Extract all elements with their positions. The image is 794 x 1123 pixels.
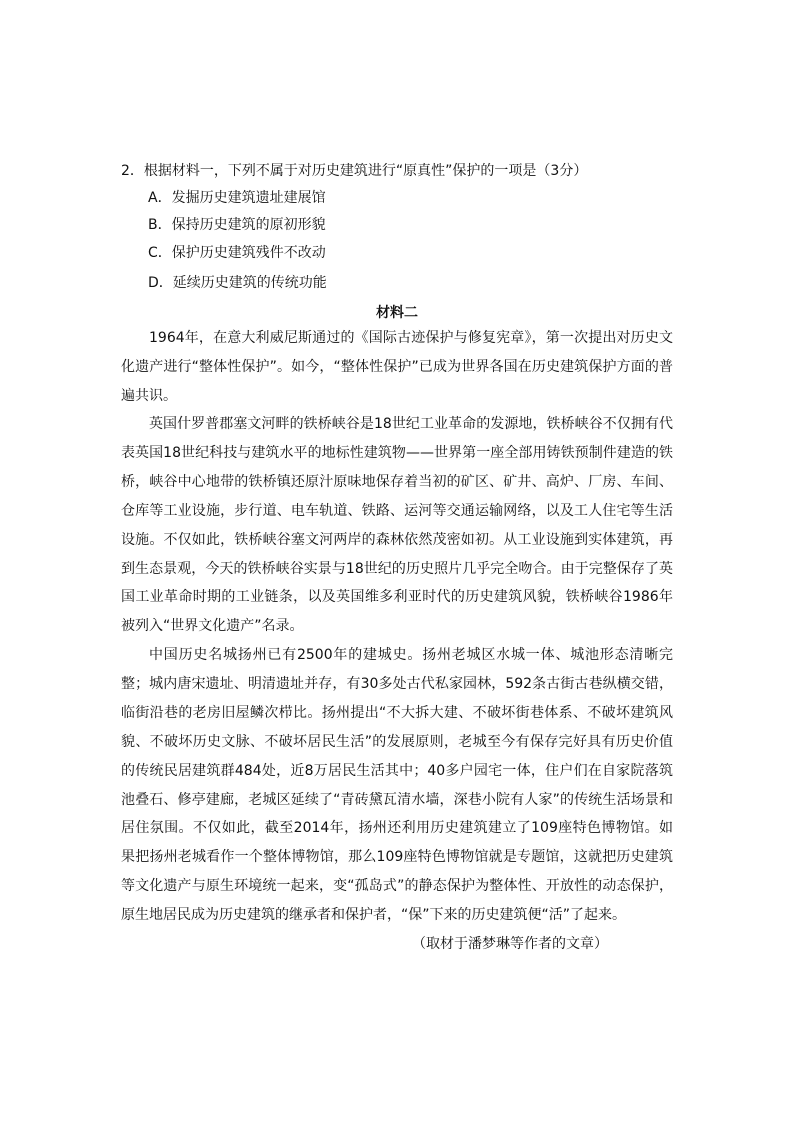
- option-a: A．发掘历史建筑遗址建展馆: [148, 190, 326, 206]
- option-b: B．保持历史建筑的原初形貌: [148, 217, 326, 233]
- option-c: C．保护历史建筑残件不改动: [148, 245, 326, 261]
- option-d: D．延续历史建筑的传统功能: [148, 275, 327, 291]
- source-note: （取材于潘梦琳等作者的文章）: [412, 936, 608, 952]
- material-title: 材料二: [376, 305, 418, 321]
- material-paragraph-1: 1964年，在意大利威尼斯通过的《国际古迹保护与修复宪章》，第一次提出对历史文化遗产进行“整体性保护”。如今，“整体性保护”已成为世界各国在历史建筑保护方面的普遍共识。: [121, 330, 673, 404]
- question-stem: 2．根据材料一，下列不属于对历史建筑进行“原真性”保护的一项是（3分）: [121, 163, 588, 179]
- material-paragraph-3: 中国历史名城扬州已有2500年的建城史。扬州老城区水城一体、城池形态清晰完整；城内唐宋遗址、明清遗址并存，有30多处古代私家园林，592条古街古巷纵横交错，临街沿巷的老房旧屋鳞次栉比。扬州提出“不大拆大建、不破坏街巷体系、不破坏建筑风貌、不破坏历史文脉、不破坏居民生活”的发展原则，老城至今有保存完好具有历史价值的传统民居建筑群484处，近8万居民生活其中；40多户园宅一体，住户们在自家院落筑池叠石、修亭建廊，老城区延续了“青砖黛瓦清水墙，深巷小院有人家”的传统生活场景和居住氛围。不仅如此，截至2014年，扬州还利用历史建筑建立了109座特色博物馆。如果把扬州老城看作一个整体博物馆，那么109座特色博物馆就是专题馆，这就把历史建筑等文化遗产与原生环境统一起来，变“孤岛式”的静态保护为整体性、开放性的动态保护，原生地居民成为历史建筑的继承者和保护者，“保”下来的历史建筑便“活”了起来。: [121, 647, 673, 924]
- material-paragraph-2: 英国什罗普郡塞文河畔的铁桥峡谷是18世纪工业革命的发源地，铁桥峡谷不仅拥有代表英国18世纪科技与建筑水平的地标性建筑物——世界第一座全部用铸铁预制件建造的铁桥，峡谷中心地带的铁桥镇还原汁原味地保存着当初的矿区、矿井、高炉、厂房、车间、仓库等工业设施，步行道、电车轨道、铁路、运河等交通运输网络，以及工人住宅等生活设施。不仅如此，铁桥峡谷塞文河两岸的森林依然茂密如初。从工业设施到实体建筑，再到生态景观，今天的铁桥峡谷实景与18世纪的历史照片几乎完全吻合。由于完整保存了英国工业革命时期的工业链条，以及英国维多利亚时代的历史建筑风貌，铁桥峡谷1986年被列入“世界文化遗产”名录。: [121, 416, 673, 635]
